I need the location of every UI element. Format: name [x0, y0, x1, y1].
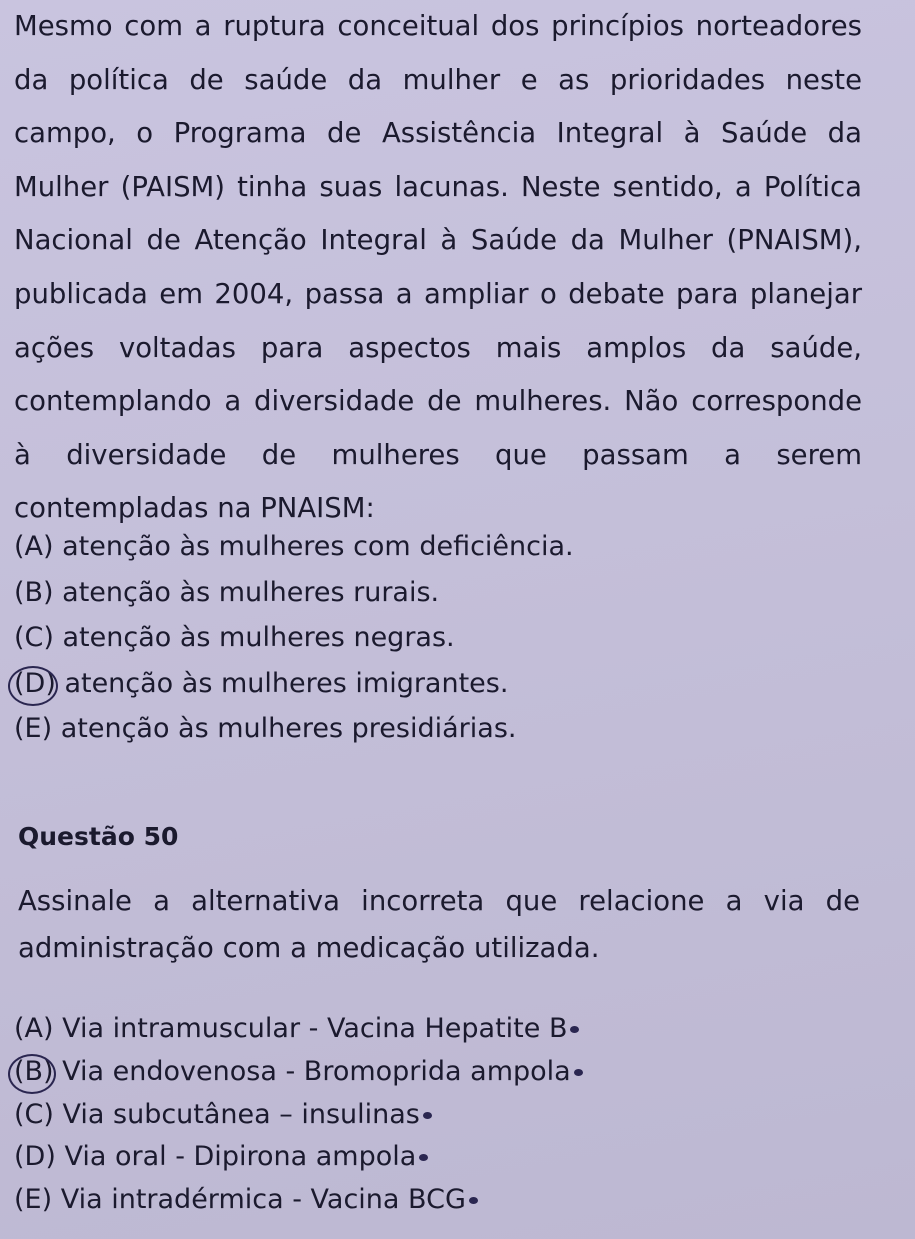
option-b: [14, 1051, 583, 1094]
option-label: (B) Via endovenosa - Bromoprida ampola: [14, 1055, 571, 1087]
pen-dot-mark: [574, 1069, 583, 1076]
option-label: (C) Via subcutânea – insulinas: [14, 1098, 420, 1130]
option-b: [14, 570, 574, 616]
pen-dot-mark: [469, 1197, 478, 1204]
option-label: (A) atenção às mulheres com deficiência.: [14, 531, 574, 562]
question-50-title: Questão 50: [18, 822, 179, 851]
pen-dot-mark: [419, 1154, 428, 1161]
option-d: [14, 1136, 583, 1179]
question-49-options: [14, 524, 574, 752]
option-label: (C) atenção às mulheres negras.: [14, 622, 455, 653]
option-label: (E) atenção às mulheres presidiárias.: [14, 713, 517, 744]
option-label: (E) Via intradérmica - Vacina BCG: [14, 1184, 466, 1216]
pen-dot-mark: [423, 1112, 432, 1119]
option-label: (D) atenção às mulheres imigrantes.: [14, 667, 509, 699]
option-e: [14, 1179, 583, 1222]
option-c: [14, 1094, 583, 1137]
option-label: (D) Via oral - Dipirona ampola: [14, 1141, 417, 1173]
option-c: [14, 615, 574, 661]
option-label: (B) atenção às mulheres rurais.: [14, 576, 440, 608]
pen-dot-mark: [570, 1026, 579, 1033]
option-a: [14, 1008, 583, 1051]
question-50-options: [14, 1008, 583, 1222]
option-d: [14, 661, 574, 707]
question-49-statement: Mesmo com a ruptura conceitual dos princípios norteadores da política de saúde da mulher e as prioridades neste campo, o Programa de Assistência Integral à Saúde da Mulher (PAISM) tinha suas lacunas. Neste sentido, a Política Nacional de Atenção Integral à Saúde da Mulher (PNAISM), publicada em 2004, passa a ampliar o debate para planejar ações voltadas para aspectos mais amplos da saúde, contemplando a diversidade de mulheres. Não corresponde à diversidade de mulheres que passam a serem contempladas na PNAISM:: [14, 10, 862, 525]
option-label: (A) Via intramuscular - Vacina Hepatite B: [14, 1013, 568, 1044]
option-e: [14, 706, 574, 752]
option-a: [14, 524, 574, 570]
question-50-statement: Assinale a alternativa incorreta que relacione a via de administração com a medicação utilizada.: [18, 885, 860, 964]
